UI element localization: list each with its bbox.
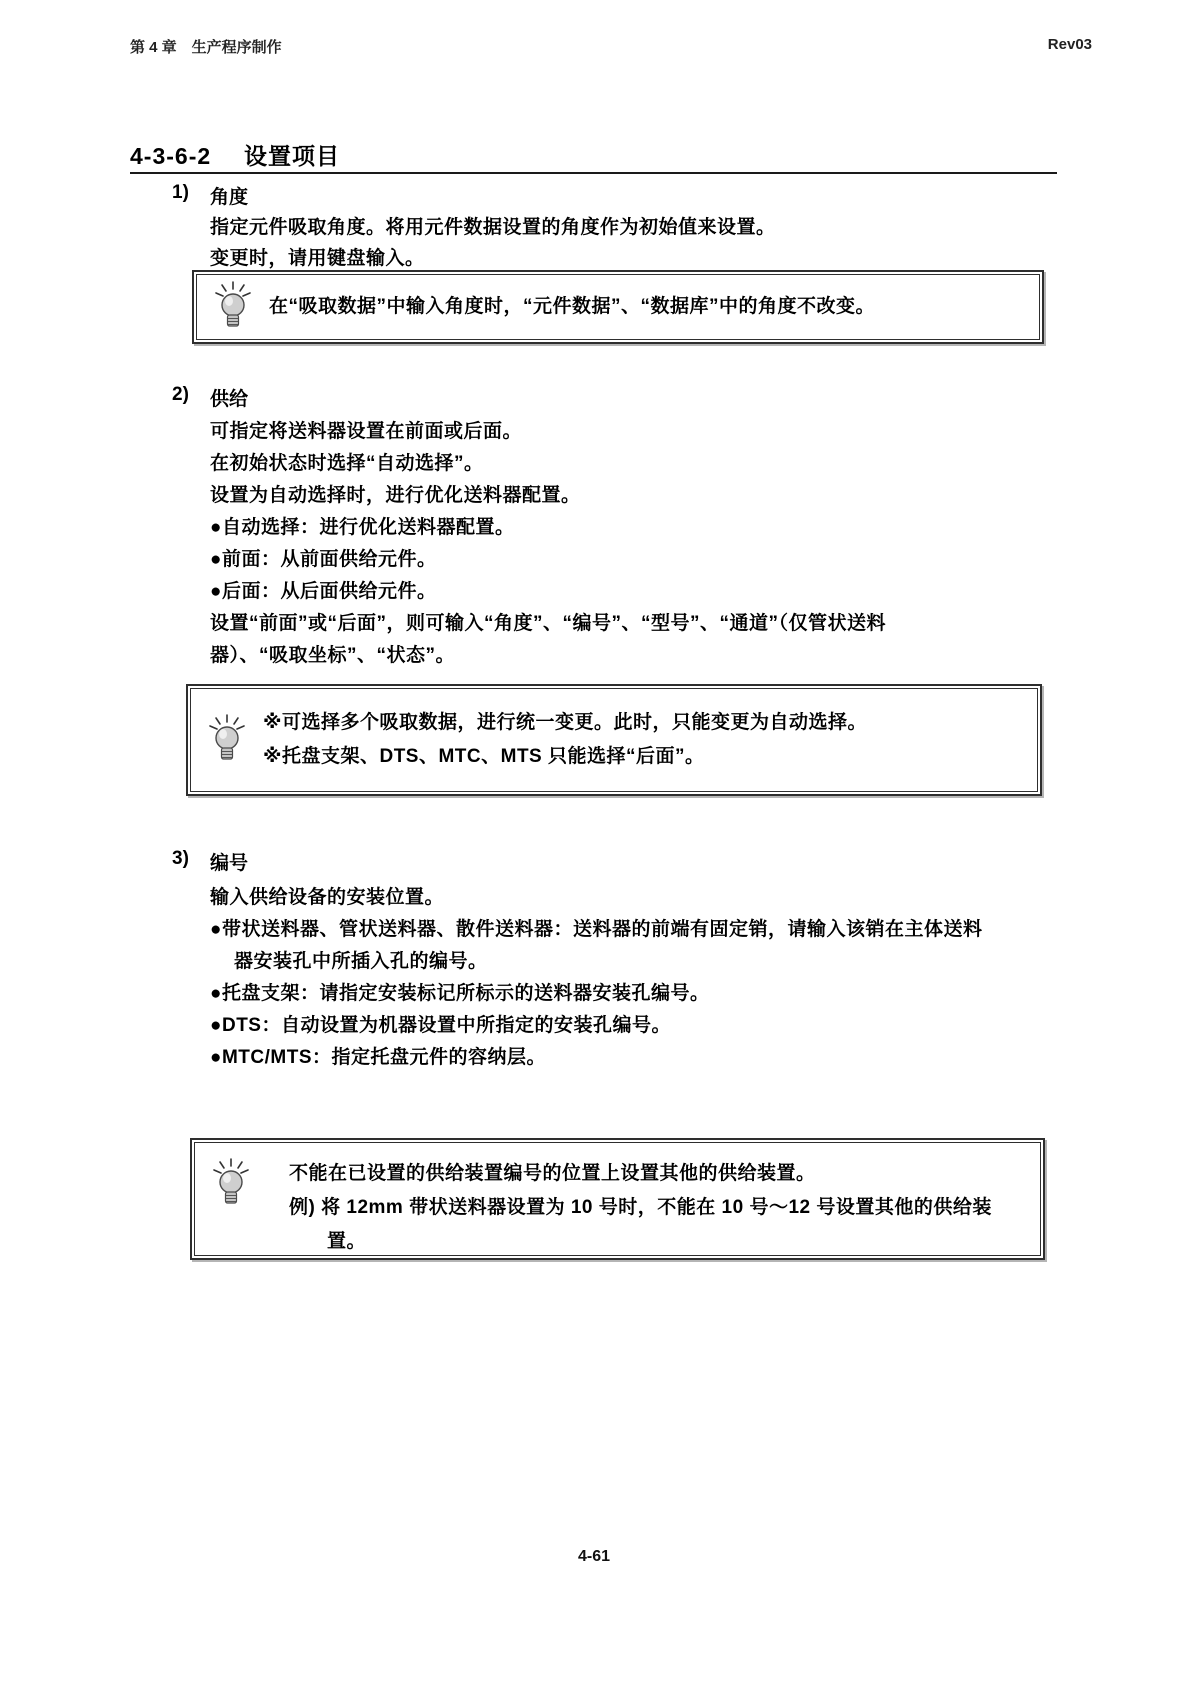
item2-line: 在初始状态时选择“自动选择”。 [210,453,484,474]
note-line: 在“吸取数据”中输入角度时，“元件数据”、“数据库”中的角度不改变。 [269,296,876,317]
section-title-text: 设置项目 [243,143,340,169]
item2-number: 2) [172,384,189,405]
lightbulb-icon [213,280,253,334]
item2-line: ●后面：从后面供给元件。 [210,581,437,602]
note-box-number [190,1138,1045,1260]
item3-line: ●带状送料器、管状送料器、散件送料器：送料器的前端有固定销，请输入该销在主体送料 [210,919,983,940]
note-line: 置。 [327,1231,367,1252]
section-number: 4-3-6-2 [130,143,212,169]
note-line: ※可选择多个吸取数据，进行统一变更。此时，只能变更为自动选择。 [263,712,867,733]
item3-line: ●MTC/MTS：指定托盘元件的容纳层。 [210,1047,547,1068]
item2-line: ●前面：从前面供给元件。 [210,549,437,570]
item2-line: 设置“前面”或“后面”，则可输入“角度”、“编号”、“型号”、“通道”（仅管状送料 [210,613,887,634]
item3-heading: 编号 [210,853,249,874]
note-line: 不能在已设置的供给装置编号的位置上设置其他的供给装置。 [289,1163,816,1184]
item3-line: ●DTS：自动设置为机器设置中所指定的安装孔编号。 [210,1015,671,1036]
item1-line: 指定元件吸取角度。将用元件数据设置的角度作为初始值来设置。 [210,217,776,238]
header-chapter: 第 4 章 生产程序制作 [130,39,282,56]
item3-line: 输入供给设备的安装位置。 [210,887,445,908]
item1-line: 变更时，请用键盘输入。 [210,248,425,269]
item2-line: 可指定将送料器设置在前面或后面。 [210,421,523,442]
item2-line: 器）、“吸取坐标”、“状态”。 [210,645,456,666]
item3-line: ●托盘支架：请指定安装标记所标示的送料器安装孔编号。 [210,983,710,1004]
header-revision: Rev03 [1047,36,1092,53]
note-line: ※托盘支架、DTS、MTC、MTS 只能选择“后面”。 [263,746,705,767]
note-box-supply [186,684,1042,796]
page-number: 4-61 [577,1548,611,1565]
note-box-angle [192,270,1044,344]
item3-number: 3) [172,848,189,869]
title-underline [130,172,1057,174]
item3-line: 器安装孔中所插入孔的编号。 [234,951,488,972]
item2-line: 设置为自动选择时，进行优化送料器配置。 [210,485,581,506]
lightbulb-icon [207,713,247,767]
item2-line: ●自动选择：进行优化送料器配置。 [210,517,515,538]
note-line: 例) 将 12mm 带状送料器设置为 10 号时，不能在 10 号～12 号设置其他的供给装 [289,1197,992,1218]
item1-number: 1) [172,182,189,203]
item1-heading: 角度 [210,187,249,208]
section-title [130,138,340,171]
lightbulb-icon [211,1157,251,1211]
item2-heading: 供给 [210,389,249,410]
